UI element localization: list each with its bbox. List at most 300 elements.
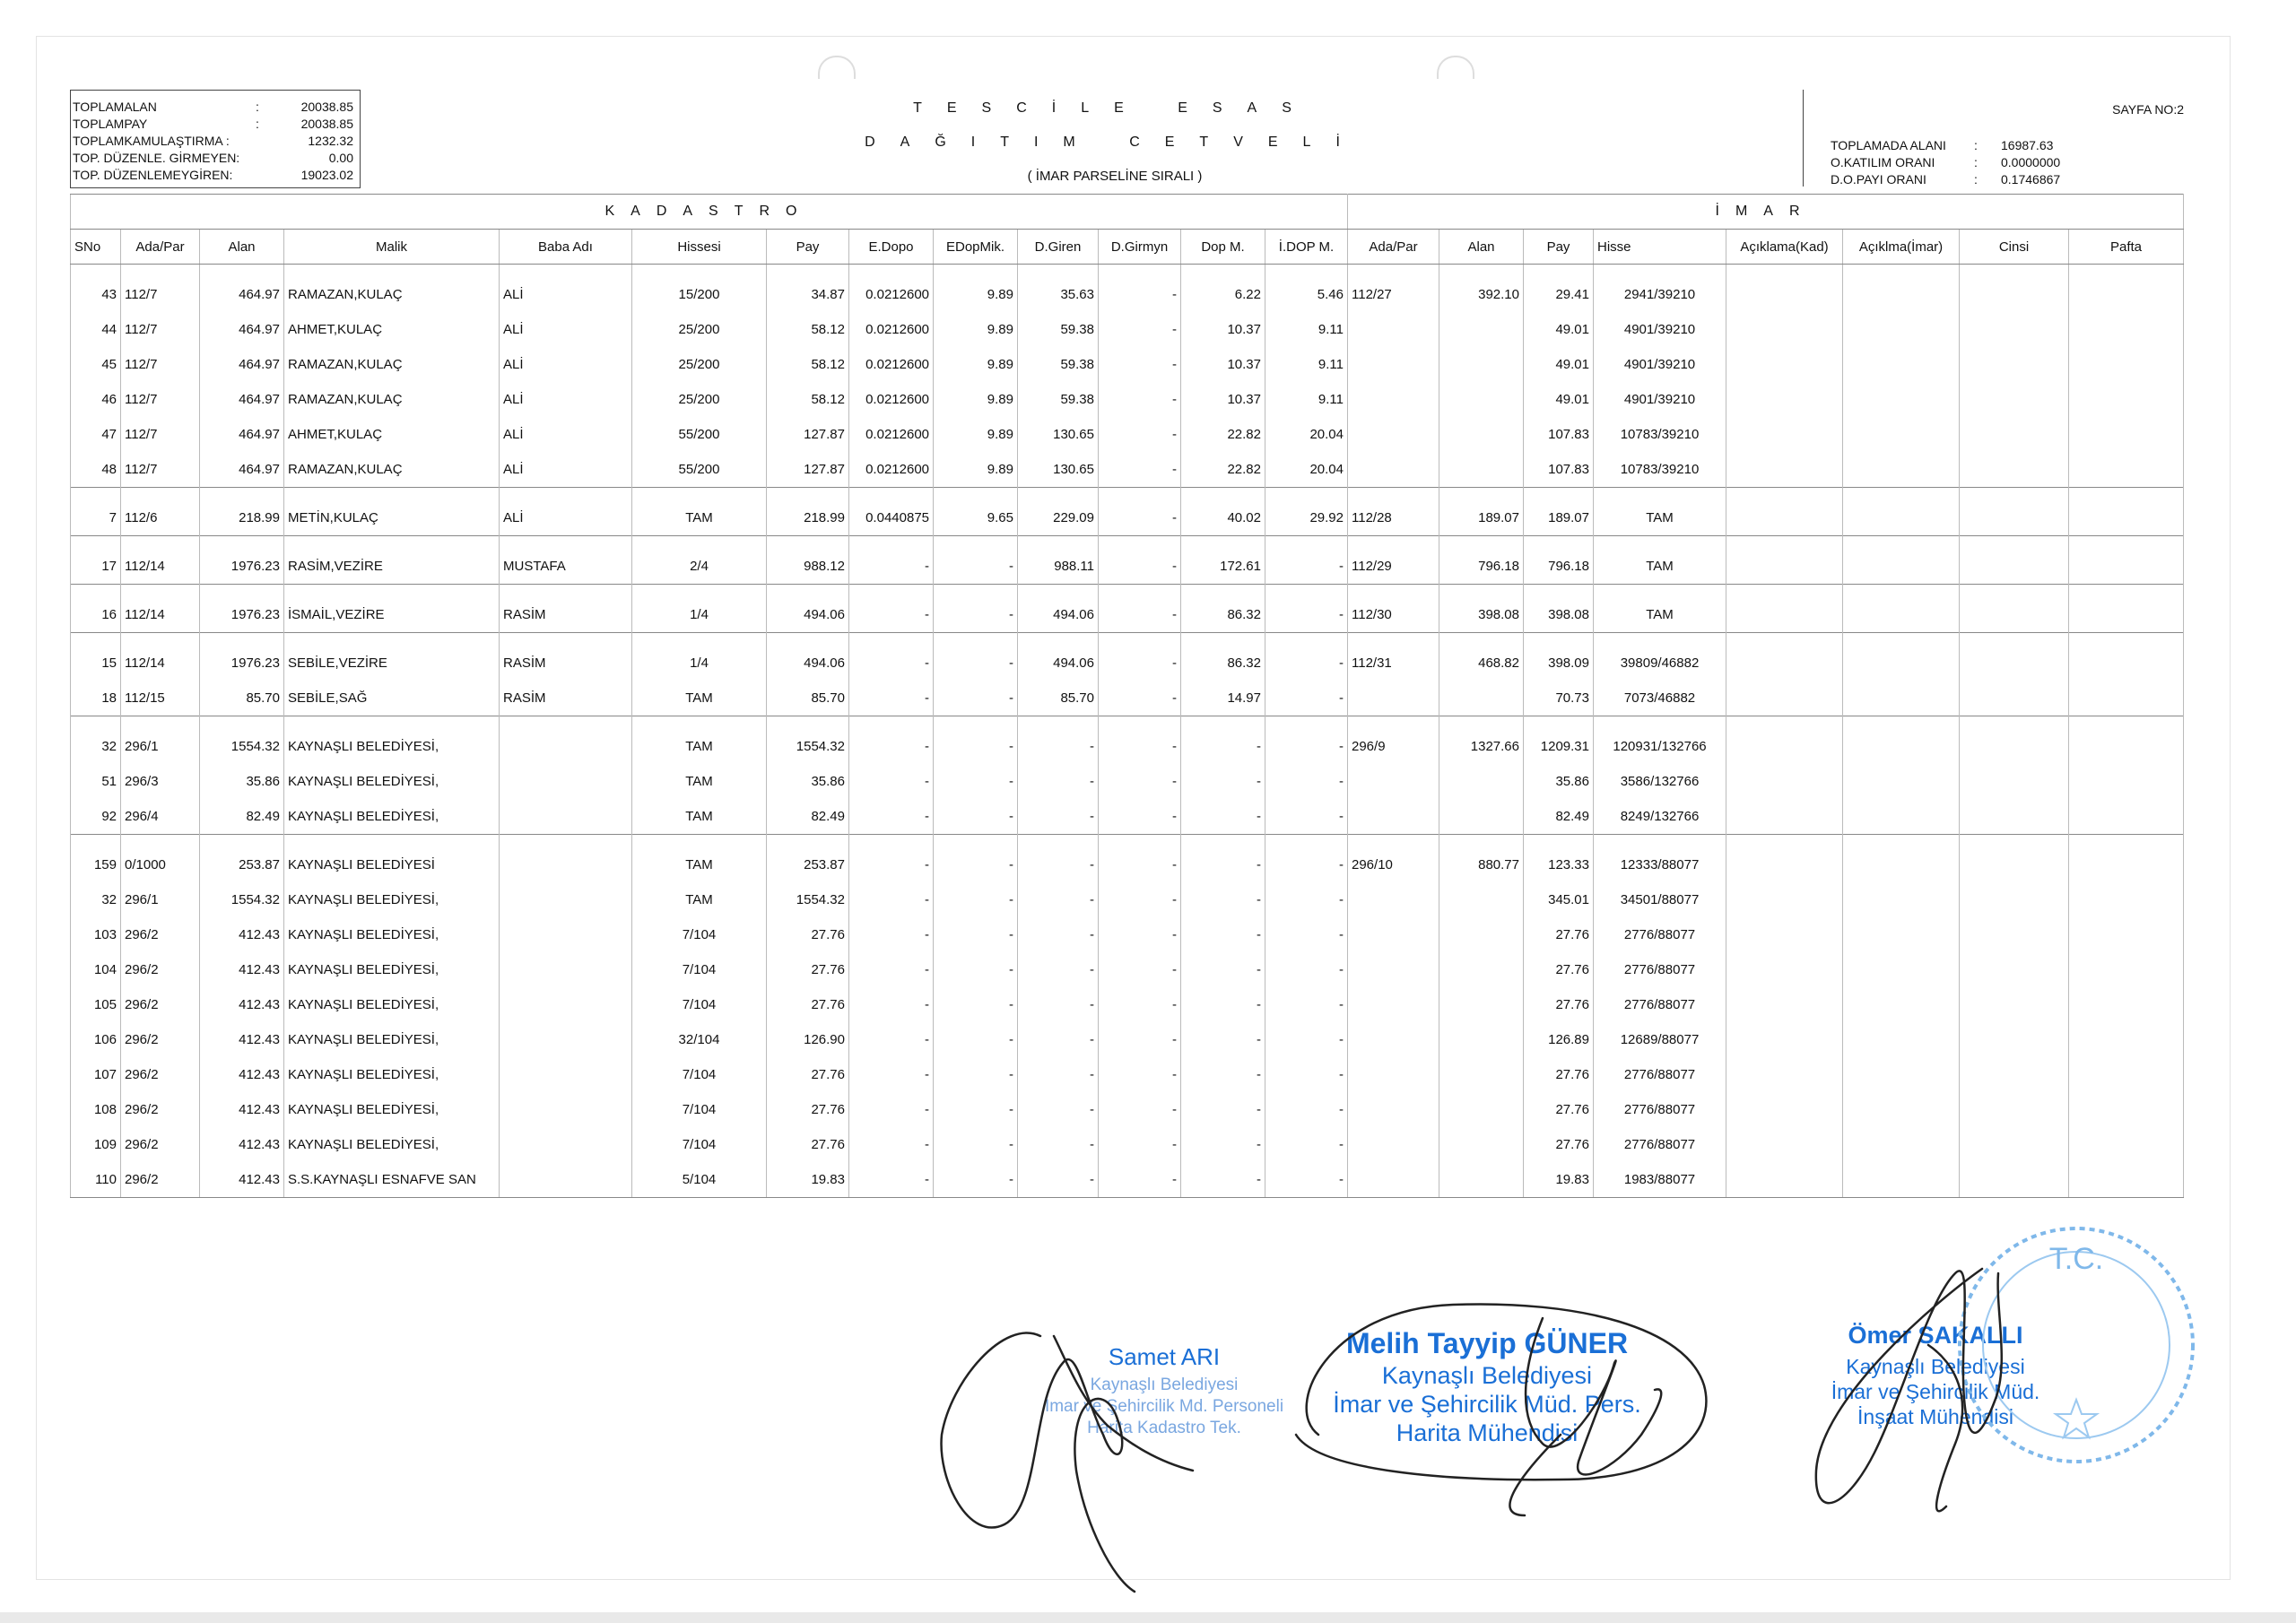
column-header: Hisse — [1594, 230, 1726, 265]
table-cell: 464.97 — [200, 417, 284, 452]
table-cell: - — [1099, 597, 1181, 633]
table-cell: - — [1018, 1127, 1099, 1162]
table-cell: 494.06 — [1018, 597, 1099, 633]
colon: : — [256, 100, 259, 114]
table-cell: - — [1099, 764, 1181, 799]
signature-1-icon — [942, 1333, 1193, 1592]
table-cell: 110 — [71, 1162, 121, 1198]
table-cell: - — [849, 917, 934, 952]
table-cell: 35.86 — [200, 764, 284, 799]
table-cell: - — [1265, 799, 1348, 835]
table-cell: 55/200 — [632, 417, 767, 452]
table-cell: - — [1265, 847, 1348, 882]
table-cell: - — [849, 1092, 934, 1127]
column-header: Açıklma(İmar) — [1843, 230, 1960, 265]
table-cell: 1327.66 — [1439, 729, 1524, 764]
table-cell: - — [934, 917, 1018, 952]
table-cell: MUSTAFA — [500, 549, 632, 585]
table-cell: - — [1265, 917, 1348, 952]
table-cell: 112/28 — [1348, 500, 1439, 536]
column-header: Dop M. — [1181, 230, 1265, 265]
table-cell: 25/200 — [632, 347, 767, 382]
table-cell: KAYNAŞLI BELEDİYESİ — [284, 847, 500, 882]
table-cell: 29.92 — [1265, 500, 1348, 536]
table-cell: 27.76 — [1524, 1092, 1594, 1127]
signature-title-line: İmar ve Şehircilik Müd. Pers. — [1333, 1391, 1641, 1418]
table-cell: - — [1265, 646, 1348, 681]
table-cell: - — [849, 1057, 934, 1092]
table-cell: - — [1018, 729, 1099, 764]
column-header: Alan — [200, 230, 284, 265]
table-cell: - — [1265, 1127, 1348, 1162]
table-cell: 32 — [71, 729, 121, 764]
table-cell: 27.76 — [1524, 917, 1594, 952]
table-cell: 229.09 — [1018, 500, 1099, 536]
table-cell: - — [934, 799, 1018, 835]
table-cell: 2776/88077 — [1594, 987, 1726, 1022]
table-cell: - — [1018, 1162, 1099, 1198]
table-cell: 112/7 — [121, 417, 200, 452]
table-cell: 796.18 — [1439, 549, 1524, 585]
table-cell: - — [1099, 452, 1181, 488]
table-cell: TAM — [632, 799, 767, 835]
table-cell: - — [1018, 987, 1099, 1022]
table-cell: 412.43 — [200, 1057, 284, 1092]
table-cell: 27.76 — [1524, 1127, 1594, 1162]
table-cell: 172.61 — [1181, 549, 1265, 585]
table-cell: 59.38 — [1018, 312, 1099, 347]
total-label: TOPLAMKAMULAŞTIRMA : — [73, 134, 230, 148]
table-cell: 2776/88077 — [1594, 1092, 1726, 1127]
signature-title-line: İnşaat Mühendisi — [1857, 1405, 2013, 1428]
table-cell: TAM — [632, 500, 767, 536]
table-cell: 112/7 — [121, 452, 200, 488]
table-cell: - — [1018, 799, 1099, 835]
table-cell: - — [1018, 882, 1099, 917]
table-cell: - — [1099, 277, 1181, 312]
table-cell: ALİ — [500, 347, 632, 382]
table-cell: RAMAZAN,KULAÇ — [284, 277, 500, 312]
table-cell: 112/7 — [121, 347, 200, 382]
signature-name: Ömer SAKALLI — [1848, 1322, 2023, 1349]
total-label: TOPLAMALAN — [73, 100, 157, 114]
table-cell: 34.87 — [767, 277, 849, 312]
table-cell: 22.82 — [1181, 417, 1265, 452]
total-label: TOPLAMADA ALANI — [1831, 138, 1946, 152]
table-cell: 17 — [71, 549, 121, 585]
table-cell: TAM — [632, 882, 767, 917]
table-cell: 189.07 — [1439, 500, 1524, 536]
table-cell: RASİM — [500, 646, 632, 681]
table-cell: RASİM — [500, 681, 632, 716]
table-cell: 18 — [71, 681, 121, 716]
column-header: Baba Adı — [500, 230, 632, 265]
table-cell: 82.49 — [1524, 799, 1594, 835]
title-line-2: DAĞITIM CETVELİ — [865, 135, 1365, 150]
table-cell: 7/104 — [632, 952, 767, 987]
table-cell: 29.41 — [1524, 277, 1594, 312]
table-cell: 9.89 — [934, 382, 1018, 417]
table-cell: 218.99 — [767, 500, 849, 536]
total-label: O.KATILIM ORANI — [1831, 155, 1935, 169]
table-cell: - — [849, 1162, 934, 1198]
table-cell: - — [1265, 987, 1348, 1022]
table-cell: 105 — [71, 987, 121, 1022]
table-cell: 253.87 — [200, 847, 284, 882]
table-cell: 32 — [71, 882, 121, 917]
table-cell: 14.97 — [1181, 681, 1265, 716]
table-cell: 2776/88077 — [1594, 1127, 1726, 1162]
table-cell: 6.22 — [1181, 277, 1265, 312]
table-cell: 49.01 — [1524, 382, 1594, 417]
table-cell: 7/104 — [632, 917, 767, 952]
section-kadastro: KADASTRO — [71, 195, 1348, 230]
table-cell: 398.08 — [1524, 597, 1594, 633]
column-header: Pay — [767, 230, 849, 265]
table-cell: 9.89 — [934, 277, 1018, 312]
table-cell: 112/30 — [1348, 597, 1439, 633]
table-cell: 4901/39210 — [1594, 347, 1726, 382]
table-cell: AHMET,KULAÇ — [284, 417, 500, 452]
table-cell: 0.0212600 — [849, 312, 934, 347]
table-cell: 1976.23 — [200, 597, 284, 633]
column-header: D.Giren — [1018, 230, 1099, 265]
table-cell: 1983/88077 — [1594, 1162, 1726, 1198]
table-cell: 25/200 — [632, 312, 767, 347]
table-cell: 296/10 — [1348, 847, 1439, 882]
table-cell: 112/15 — [121, 681, 200, 716]
table-cell: 345.01 — [1524, 882, 1594, 917]
table-cell: KAYNAŞLI BELEDİYESİ, — [284, 764, 500, 799]
table-cell: 112/7 — [121, 277, 200, 312]
table-cell: - — [1265, 1057, 1348, 1092]
table-cell: KAYNAŞLI BELEDİYESİ, — [284, 952, 500, 987]
table-cell: 796.18 — [1524, 549, 1594, 585]
signature-title-line: Kaynaşlı Belediyesi — [1090, 1376, 1239, 1394]
table-cell: - — [1099, 1162, 1181, 1198]
table-cell: - — [849, 597, 934, 633]
table-cell: 988.11 — [1018, 549, 1099, 585]
table-cell: 112/6 — [121, 500, 200, 536]
table-cell: 1/4 — [632, 597, 767, 633]
table-cell: - — [934, 549, 1018, 585]
table-cell: KAYNAŞLI BELEDİYESİ, — [284, 729, 500, 764]
table-cell: - — [849, 952, 934, 987]
table-cell: 85.70 — [767, 681, 849, 716]
table-cell: 7073/46882 — [1594, 681, 1726, 716]
table-cell: - — [1099, 882, 1181, 917]
table-cell: 159 — [71, 847, 121, 882]
column-header: EDopMik. — [934, 230, 1018, 265]
column-header: Ada/Par — [121, 230, 200, 265]
table-cell: İSMAİL,VEZİRE — [284, 597, 500, 633]
table-cell: 296/1 — [121, 882, 200, 917]
table-cell: TAM — [632, 847, 767, 882]
table-cell: - — [849, 1022, 934, 1057]
table-cell: - — [1099, 681, 1181, 716]
table-cell: - — [1181, 882, 1265, 917]
table-cell: - — [1181, 799, 1265, 835]
table-cell: - — [1181, 1057, 1265, 1092]
table-cell: - — [934, 646, 1018, 681]
table-cell: - — [1099, 347, 1181, 382]
table-cell: 35.86 — [767, 764, 849, 799]
table-cell: - — [1265, 1162, 1348, 1198]
table-cell: 46 — [71, 382, 121, 417]
table-cell: 112/29 — [1348, 549, 1439, 585]
table-cell: 109 — [71, 1127, 121, 1162]
table-cell: KAYNAŞLI BELEDİYESİ, — [284, 1057, 500, 1092]
table-cell: 464.97 — [200, 312, 284, 347]
table-cell: S.S.KAYNAŞLI ESNAFVE SAN — [284, 1162, 500, 1198]
table-cell: 988.12 — [767, 549, 849, 585]
table-cell: - — [849, 799, 934, 835]
table-cell: 45 — [71, 347, 121, 382]
table-cell: - — [1099, 417, 1181, 452]
signature-title-line: Kaynaşlı Belediyesi — [1846, 1355, 2025, 1378]
signature-title-line: İmar ve Şehircilik Müd. — [1831, 1380, 2040, 1403]
table-cell: 12689/88077 — [1594, 1022, 1726, 1057]
table-cell: 49.01 — [1524, 312, 1594, 347]
table-cell: TAM — [632, 681, 767, 716]
table-cell: 1976.23 — [200, 549, 284, 585]
table-cell: ALİ — [500, 500, 632, 536]
table-cell: - — [1181, 764, 1265, 799]
table-cell: 10.37 — [1181, 382, 1265, 417]
column-header: Ada/Par — [1348, 230, 1439, 265]
table-cell: 85.70 — [200, 681, 284, 716]
table-cell: 27.76 — [1524, 1057, 1594, 1092]
table-cell: - — [1099, 917, 1181, 952]
table-cell: 106 — [71, 1022, 121, 1057]
table-cell: 112/7 — [121, 312, 200, 347]
table-cell: 296/2 — [121, 987, 200, 1022]
table-cell: 10.37 — [1181, 312, 1265, 347]
table-cell: - — [934, 952, 1018, 987]
column-header: Pay — [1524, 230, 1594, 265]
table-cell: KAYNAŞLI BELEDİYESİ, — [284, 1092, 500, 1127]
colon: : — [1974, 138, 1978, 152]
table-cell: 85.70 — [1018, 681, 1099, 716]
table-cell: SEBİLE,VEZİRE — [284, 646, 500, 681]
table-cell: 0.0212600 — [849, 277, 934, 312]
table-cell: - — [934, 1057, 1018, 1092]
table-cell: 126.89 — [1524, 1022, 1594, 1057]
table-cell: - — [1018, 764, 1099, 799]
table-cell: 2776/88077 — [1594, 917, 1726, 952]
column-header: Malik — [284, 230, 500, 265]
table-cell: - — [1099, 799, 1181, 835]
table-cell: - — [1265, 549, 1348, 585]
table-cell: 130.65 — [1018, 417, 1099, 452]
table-cell: 296/3 — [121, 764, 200, 799]
table-cell: ALİ — [500, 277, 632, 312]
table-cell: 1554.32 — [767, 729, 849, 764]
table-cell: - — [1018, 952, 1099, 987]
table-cell: KAYNAŞLI BELEDİYESİ, — [284, 882, 500, 917]
table-cell: 19.83 — [767, 1162, 849, 1198]
table-cell: 35.63 — [1018, 277, 1099, 312]
table-cell: - — [1018, 917, 1099, 952]
table-cell: 296/2 — [121, 1127, 200, 1162]
table-cell: 392.10 — [1439, 277, 1524, 312]
table-cell: 86.32 — [1181, 597, 1265, 633]
table-cell: 120931/132766 — [1594, 729, 1726, 764]
total-value: 16987.63 — [2001, 138, 2054, 152]
table-cell: 34501/88077 — [1594, 882, 1726, 917]
table-cell: 296/2 — [121, 917, 200, 952]
table-cell: 19.83 — [1524, 1162, 1594, 1198]
table-cell: 412.43 — [200, 1092, 284, 1127]
table-cell: 218.99 — [200, 500, 284, 536]
table-cell: 10783/39210 — [1594, 417, 1726, 452]
table-cell: 494.06 — [767, 597, 849, 633]
table-cell: RASİM,VEZİRE — [284, 549, 500, 585]
table-cell: 25/200 — [632, 382, 767, 417]
column-header: Alan — [1439, 230, 1524, 265]
table-cell: - — [934, 681, 1018, 716]
table-cell: - — [1265, 764, 1348, 799]
table-cell: - — [934, 1022, 1018, 1057]
table-cell: 9.11 — [1265, 382, 1348, 417]
total-label: TOPLAMPAY — [73, 117, 148, 131]
table-cell: 9.89 — [934, 417, 1018, 452]
column-header: SNo — [71, 230, 121, 265]
page-number: SAYFA NO:2 — [2112, 102, 2184, 117]
table-cell: - — [1018, 1057, 1099, 1092]
table-cell: 12333/88077 — [1594, 847, 1726, 882]
table-cell: - — [1265, 681, 1348, 716]
table-cell: 58.12 — [767, 312, 849, 347]
table-cell: 3586/132766 — [1594, 764, 1726, 799]
table-cell: - — [934, 1127, 1018, 1162]
column-header: Pafta — [2069, 230, 2184, 265]
table-cell: 27.76 — [767, 1127, 849, 1162]
table-cell: - — [1099, 847, 1181, 882]
table-cell: 7/104 — [632, 987, 767, 1022]
table-cell: - — [1099, 729, 1181, 764]
table-cell: 44 — [71, 312, 121, 347]
table-cell: 7/104 — [632, 1127, 767, 1162]
table-cell: RAMAZAN,KULAÇ — [284, 452, 500, 488]
table-cell: - — [1099, 549, 1181, 585]
signature-3-icon — [1816, 1269, 2002, 1511]
table-cell: 0.0440875 — [849, 500, 934, 536]
table-cell: TAM — [632, 764, 767, 799]
table-cell: - — [1181, 847, 1265, 882]
table-cell: - — [1265, 1092, 1348, 1127]
table-cell: 112/7 — [121, 382, 200, 417]
table-cell: 7 — [71, 500, 121, 536]
table-cell: - — [1099, 987, 1181, 1022]
table-cell: 5/104 — [632, 1162, 767, 1198]
table-cell: - — [1018, 1022, 1099, 1057]
signature-name: Melih Tayyip GÜNER — [1345, 1327, 1629, 1359]
table-cell: 47 — [71, 417, 121, 452]
table-cell: 32/104 — [632, 1022, 767, 1057]
total-value: 20038.85 — [300, 117, 353, 131]
table-cell: 296/2 — [121, 1022, 200, 1057]
table-cell: 55/200 — [632, 452, 767, 488]
table-cell: 9.11 — [1265, 347, 1348, 382]
table-cell: 296/1 — [121, 729, 200, 764]
table-cell: - — [934, 987, 1018, 1022]
column-header: İ.DOP M. — [1265, 230, 1348, 265]
table-cell: - — [1099, 646, 1181, 681]
total-label: TOP. DÜZENLE. GİRMEYEN: — [73, 151, 240, 165]
seal-text: T.C. — [2048, 1242, 2104, 1276]
table-cell: 10.37 — [1181, 347, 1265, 382]
table-cell: 412.43 — [200, 1127, 284, 1162]
table-cell: - — [1265, 882, 1348, 917]
table-cell: 130.65 — [1018, 452, 1099, 488]
table-cell: 296/2 — [121, 1057, 200, 1092]
table-cell: 22.82 — [1181, 452, 1265, 488]
table-cell: 494.06 — [767, 646, 849, 681]
table-cell: 189.07 — [1524, 500, 1594, 536]
table-cell: 398.08 — [1439, 597, 1524, 633]
column-header: E.Dopo — [849, 230, 934, 265]
table-cell: 103 — [71, 917, 121, 952]
table-cell: 9.89 — [934, 347, 1018, 382]
table-cell: 494.06 — [1018, 646, 1099, 681]
table-cell: - — [1099, 952, 1181, 987]
table-cell: - — [934, 729, 1018, 764]
table-cell: - — [1265, 729, 1348, 764]
table-cell: 27.76 — [767, 952, 849, 987]
table-cell: - — [849, 1127, 934, 1162]
table-cell: ALİ — [500, 452, 632, 488]
table-cell: 58.12 — [767, 382, 849, 417]
table-cell: 0.0212600 — [849, 347, 934, 382]
table-cell: 126.90 — [767, 1022, 849, 1057]
table-cell: ALİ — [500, 312, 632, 347]
table-cell: 5.46 — [1265, 277, 1348, 312]
table-cell: 43 — [71, 277, 121, 312]
table-cell: 27.76 — [767, 987, 849, 1022]
table-cell: 27.76 — [767, 1057, 849, 1092]
table-cell: 112/31 — [1348, 646, 1439, 681]
column-header: D.Girmyn — [1099, 230, 1181, 265]
total-value: 1232.32 — [308, 134, 353, 148]
table-cell: 58.12 — [767, 347, 849, 382]
table-cell: 104 — [71, 952, 121, 987]
table-cell: 464.97 — [200, 347, 284, 382]
table-cell: - — [1099, 312, 1181, 347]
table-cell: - — [1181, 952, 1265, 987]
total-value: 0.00 — [328, 151, 353, 165]
table-cell: 112/14 — [121, 549, 200, 585]
table-cell: - — [1181, 729, 1265, 764]
table-cell: TAM — [1594, 597, 1726, 633]
table-cell: 127.87 — [767, 417, 849, 452]
table-cell: 4901/39210 — [1594, 382, 1726, 417]
table-cell: - — [1181, 1127, 1265, 1162]
table-cell: 253.87 — [767, 847, 849, 882]
table-cell: 1554.32 — [200, 882, 284, 917]
table-cell: 9.89 — [934, 312, 1018, 347]
title-line-1: TESCİLE ESAS — [913, 100, 1317, 116]
table-cell: 2941/39210 — [1594, 277, 1726, 312]
table-cell: 0/1000 — [121, 847, 200, 882]
table-cell: 107 — [71, 1057, 121, 1092]
column-header: Cinsi — [1960, 230, 2069, 265]
total-value: 20038.85 — [300, 100, 353, 114]
table-cell: - — [1181, 1162, 1265, 1198]
table-cell: 9.89 — [934, 452, 1018, 488]
table-cell: 123.33 — [1524, 847, 1594, 882]
table-cell: 412.43 — [200, 1022, 284, 1057]
